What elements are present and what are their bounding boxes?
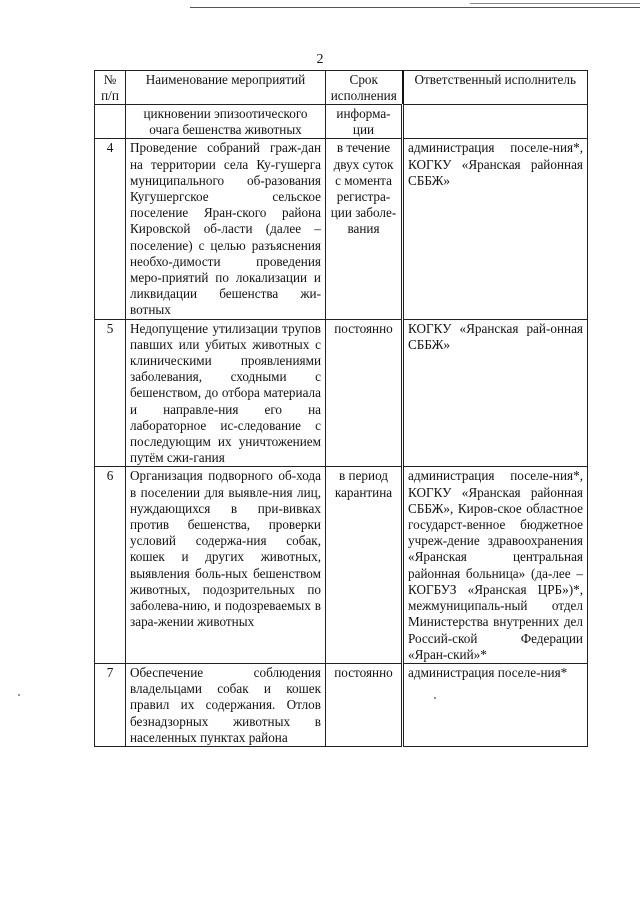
row-num: 4 <box>95 139 126 319</box>
measures-table <box>94 70 588 747</box>
row-responsible: КОГКУ «Яранская рай-онная СББЖ» <box>403 319 588 467</box>
header-term: Срок исполнения <box>326 71 403 105</box>
row-responsible: администрация поселе-ния* <box>403 663 588 746</box>
row-term: постоянно <box>326 319 403 467</box>
header-name: Наименование мероприятий <box>126 71 326 105</box>
row-name: цикновении эпизоотического очага бешенства животных <box>126 105 326 139</box>
header-num: № п/п <box>95 71 126 105</box>
table-row <box>95 467 588 663</box>
table-header-row <box>95 71 588 105</box>
table-row <box>95 663 588 746</box>
table-row-continuation <box>95 105 588 139</box>
row-num: 7 <box>95 663 126 746</box>
table-row <box>95 319 588 467</box>
row-name: Обеспечение соблюдения владельцами собак и кошек правил их содержания. Отлов безнадзорных животных в населенных пунктах района <box>126 663 326 746</box>
row-num: 5 <box>95 319 126 467</box>
row-num <box>95 105 126 139</box>
scan-top-line <box>190 7 640 8</box>
row-term: информа-ции <box>326 105 403 139</box>
row-term: постоянно <box>326 663 403 746</box>
row-name: Организация подворного об-хода в поселении для выявле-ния лиц, нуждающихся в при-вивках против бешенства, проверки условий содержа-ния собак, кошек и других животных, выявления боль-ных бешенством животных, подозрительных по заболева-нию, и подозреваемых в зара-жении животных <box>126 467 326 663</box>
row-responsible: администрация поселе-ния*, КОГКУ «Яранская районная СББЖ» <box>403 139 588 319</box>
row-term: в течение двух суток с момента регистра-ции заболе-вания <box>326 139 403 319</box>
row-responsible <box>403 105 588 139</box>
page-number: 2 <box>316 52 324 67</box>
table-row <box>95 139 588 319</box>
row-term: в период карантина <box>326 467 403 663</box>
row-name: Проведение собраний граж-дан на территории села Ку-гушерга муниципального об-разования Кугушергское сельское поселение Яран-ского района Кировской об-ласти (далее – поселение) с целью разъяснения необхо-димости проведения меро-приятий по локализации и ликвидации бешенства жи-вотных <box>126 139 326 319</box>
header-responsible: Ответственный исполнитель <box>403 71 588 105</box>
row-num: 6 <box>95 467 126 663</box>
row-name: Недопущение утилизации трупов павших или убитых животных с клиническими проявлениями заболевания, сходными с бешенством, до отбора материала и направле-ния его на лабораторное ис-следование с последующим их уничтожением путём сжи-гания <box>126 319 326 467</box>
scan-top-line-faint <box>470 3 640 4</box>
scan-speck <box>18 694 20 696</box>
row-responsible: администрация поселе-ния*, КОГКУ «Яранская районная СББЖ», Киров-ское областное государст-венное бюджетное учреж-дение здравоохранения «Яранская центральная районная больница» (да-лее – КОГБУЗ «Яранская ЦРБ»)*, межмуниципаль-ный отдел Министерства внутренних дел Россий-ской Федерации «Яран-ский»* <box>403 467 588 663</box>
